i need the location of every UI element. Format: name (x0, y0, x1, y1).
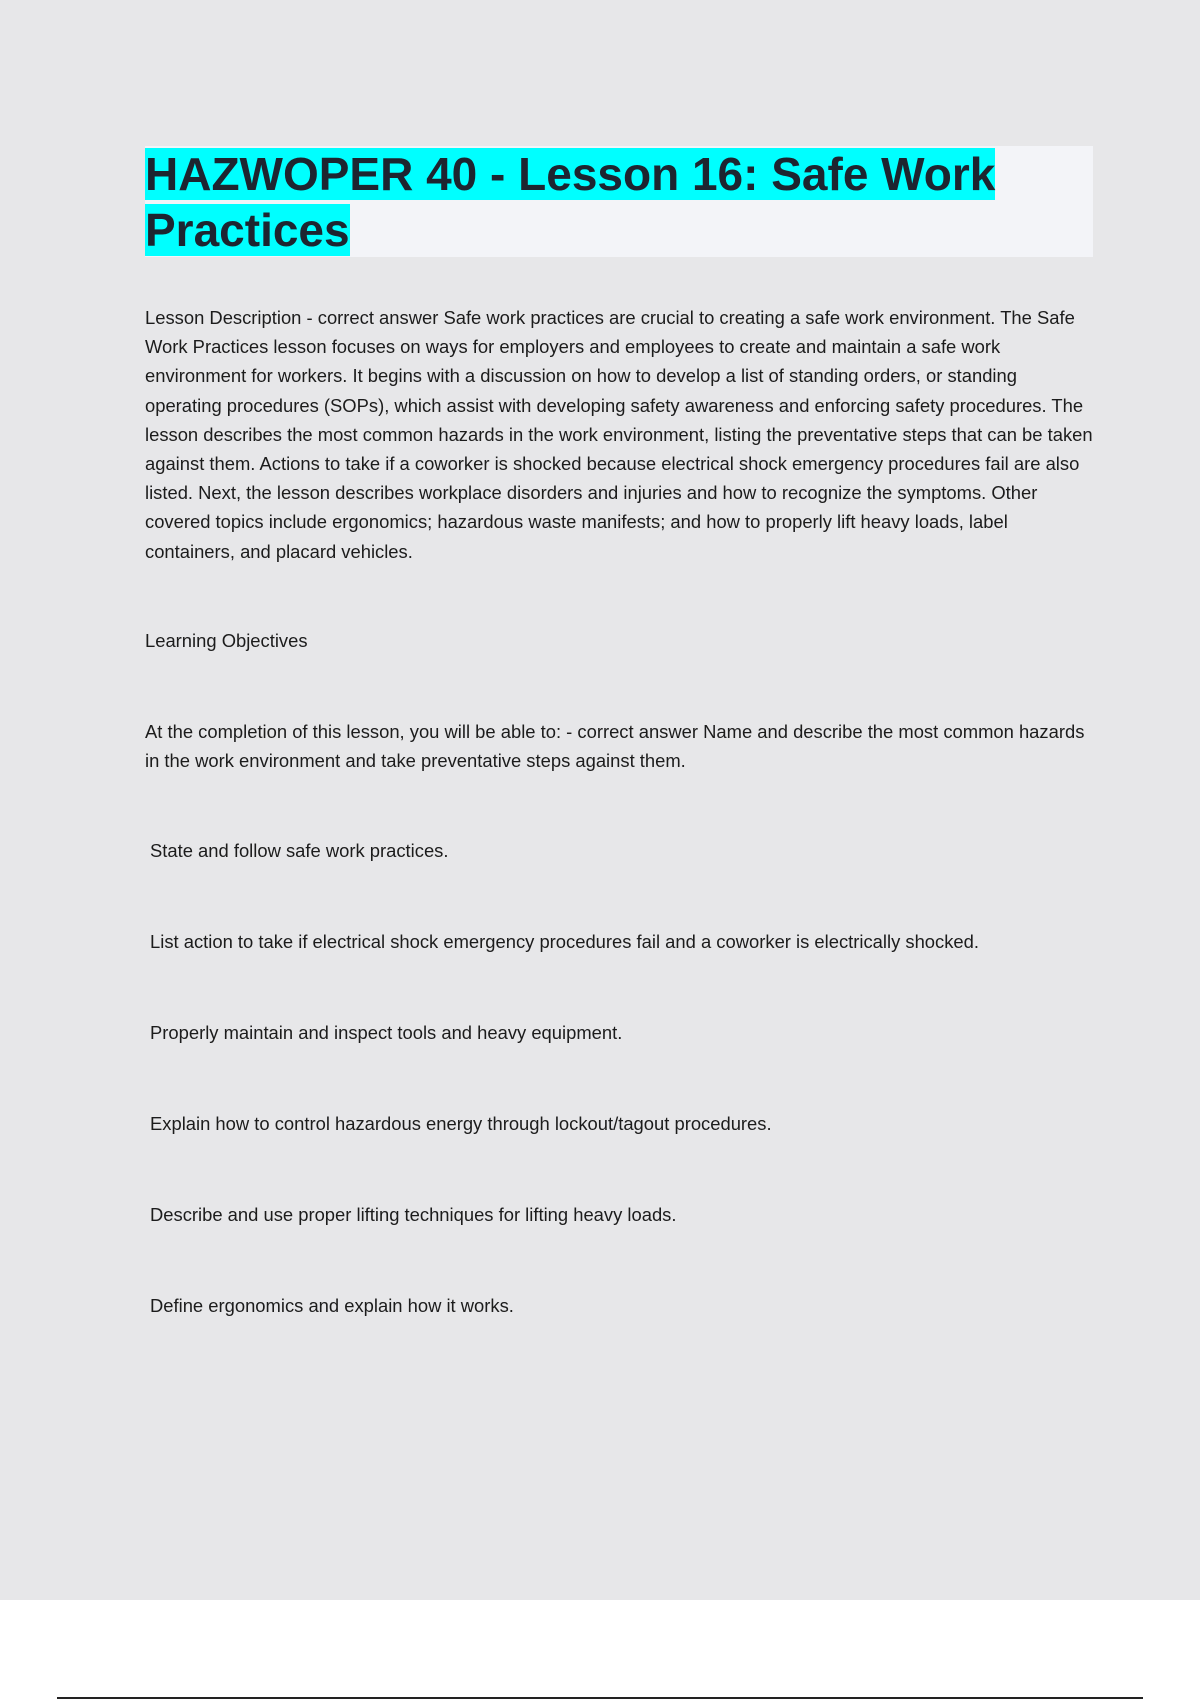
page-title (145, 146, 1093, 258)
objective-item: Properly maintain and inspect tools and heavy equipment. (150, 1022, 623, 1043)
title-highlight: HAZWOPER 40 - Lesson 16: Safe Work Practices (145, 148, 996, 256)
lesson-description: Lesson Description - correct answer Safe work practices are crucial to creating a safe work environment. The Safe Work Practices lesson focuses on ways for employers and employees to create and maintain a safe work environment for workers. It begins with a discussion on how to develop a list of standing orders, or standing operating procedures (SOPs), which assist with developing safety awareness and enforcing safety procedures. The lesson describes the most common hazards in the work environment, listing the preventative steps that can be taken against them. Actions to take if a coworker is shocked because electrical shock emergency procedures fail are also listed. Next, the lesson describes workplace disorders and injuries and how to recognize the symptoms. Other covered topics include ergonomics; hazardous waste manifests; and how to properly lift heavy loads, label containers, and placard vehicles. (145, 307, 1093, 562)
objective-item: Describe and use proper lifting techniques for lifting heavy loads. (150, 1204, 677, 1225)
title-block (145, 146, 1093, 257)
objective-item: State and follow safe work practices. (150, 840, 449, 861)
objective-item: Define ergonomics and explain how it works. (150, 1295, 514, 1316)
objective-item: List action to take if electrical shock emergency procedures fail and a coworker is electrically shocked. (150, 931, 979, 952)
footer-divider (57, 1697, 1143, 1699)
objectives-intro: At the completion of this lesson, you will be able to: - correct answer Name and describe the most common hazards in the work environment and take preventative steps against them. (145, 721, 1085, 772)
objectives-heading: Learning Objectives (145, 630, 308, 651)
objective-item: Explain how to control hazardous energy through lockout/tagout procedures. (150, 1113, 772, 1134)
